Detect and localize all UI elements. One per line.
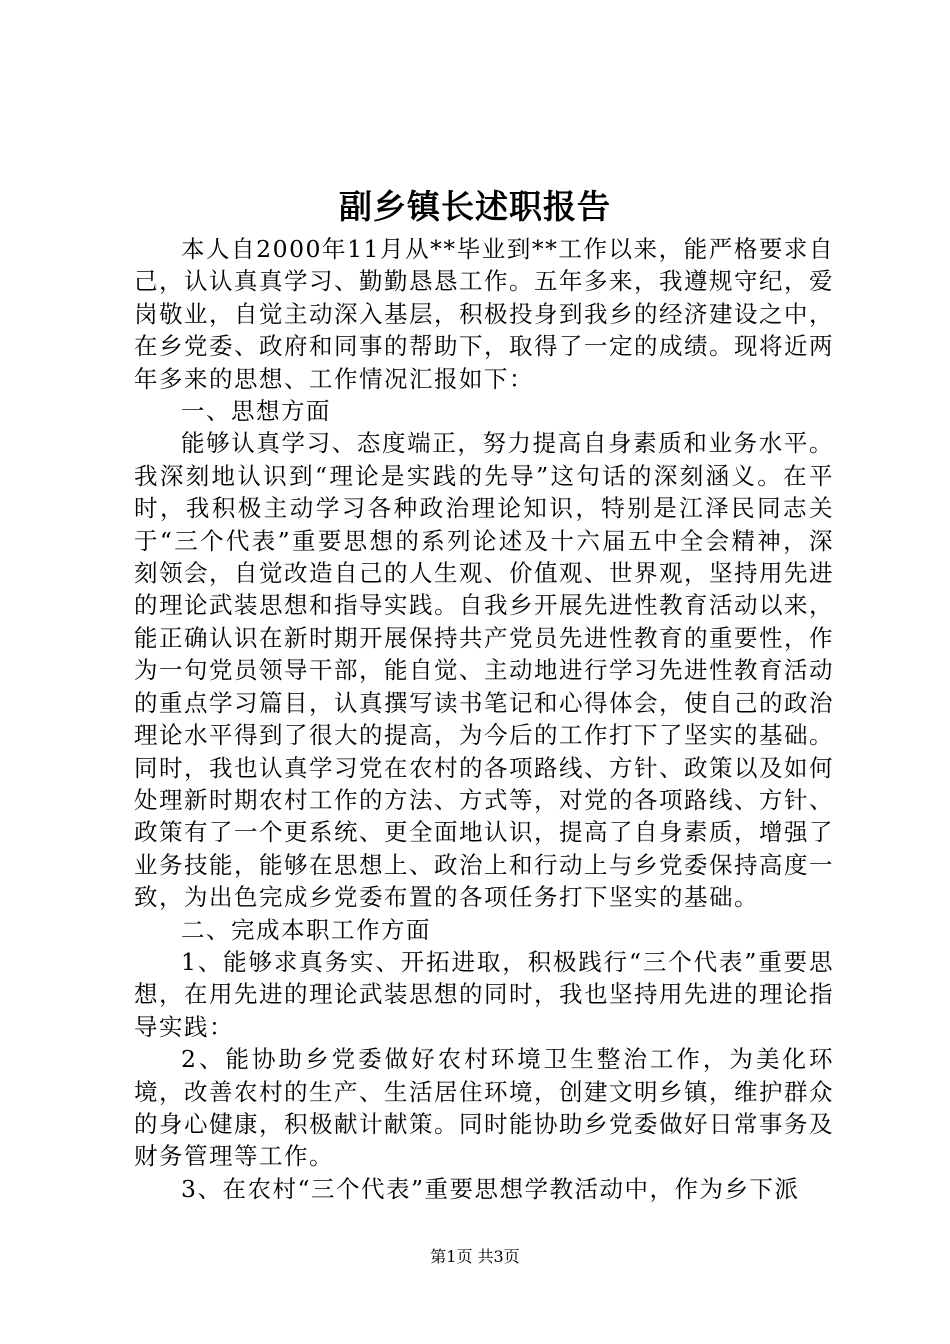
- section-heading-duties: 二、完成本职工作方面: [181, 915, 431, 944]
- paragraph-intro: 本人自2000年11月从**毕业到**工作以来，能严格要求自己，认认真真学习、勤勤恳恳工作。五年多来，我遵规守纪，爱岗敬业，自觉主动深入基层，积极投身到我乡的经济建设之中，在乡党委、政府和同事的帮助下，取得了一定的成绩。现将近两年多来的思想、工作情况汇报如下：: [134, 235, 834, 393]
- section-heading-thought: 一、思想方面: [181, 397, 331, 426]
- page-footer: 第1页 共3页: [430, 1247, 520, 1266]
- document-title: 副乡镇长述职报告: [339, 187, 611, 226]
- paragraph-item-2: 2、能协助乡党委做好农村环境卫生整治工作，为美化环境，改善农村的生产、生活居住环境，创建文明乡镇，维护群众的身心健康，积极献计献策。同时能协助乡党委做好日常事务及财务管理等工作。: [134, 1045, 834, 1171]
- paragraph-item-3: 3、在农村“三个代表”重要思想学教活动中，作为乡下派: [181, 1174, 800, 1203]
- paragraph-item-1: 1、能够求真务实、开拓进取，积极践行“三个代表”重要思想，在用先进的理论武装思想的同时，我也坚持用先进的理论指导实践：: [134, 947, 834, 1041]
- document-body: [134, 233, 834, 1205]
- paragraph-thought: 能够认真学习、态度端正，努力提高自身素质和业务水平。我深刻地认识到“理论是实践的先导”这句话的深刻涵义。在平时，我积极主动学习各种政治理论知识，特别是江泽民同志关于“三个代表”重要思想的系列论述及十六届五中全会精神，深刻领会，自觉改造自己的人生观、价值观、世界观，坚持用先进的理论武装思想和指导实践。自我乡开展先进性教育活动以来，能正确认识在新时期开展保持共产党员先进性教育的重要性，作为一句党员领导干部，能自觉、主动地进行学习先进性教育活动的重点学习篇目，认真撰写读书笔记和心得体会，使自己的政治理论水平得到了很大的提高，为今后的工作打下了坚实的基础。同时，我也认真学习党在农村的各项路线、方针、政策以及如何处理新时期农村工作的方法、方式等，对党的各项路线、方针、政策有了一个更系统、更全面地认识，提高了自身素质，增强了业务技能，能够在思想上、政治上和行动上与乡党委保持高度一致，为出色完成乡党委布置的各项任务打下坚实的基础。: [134, 429, 834, 912]
